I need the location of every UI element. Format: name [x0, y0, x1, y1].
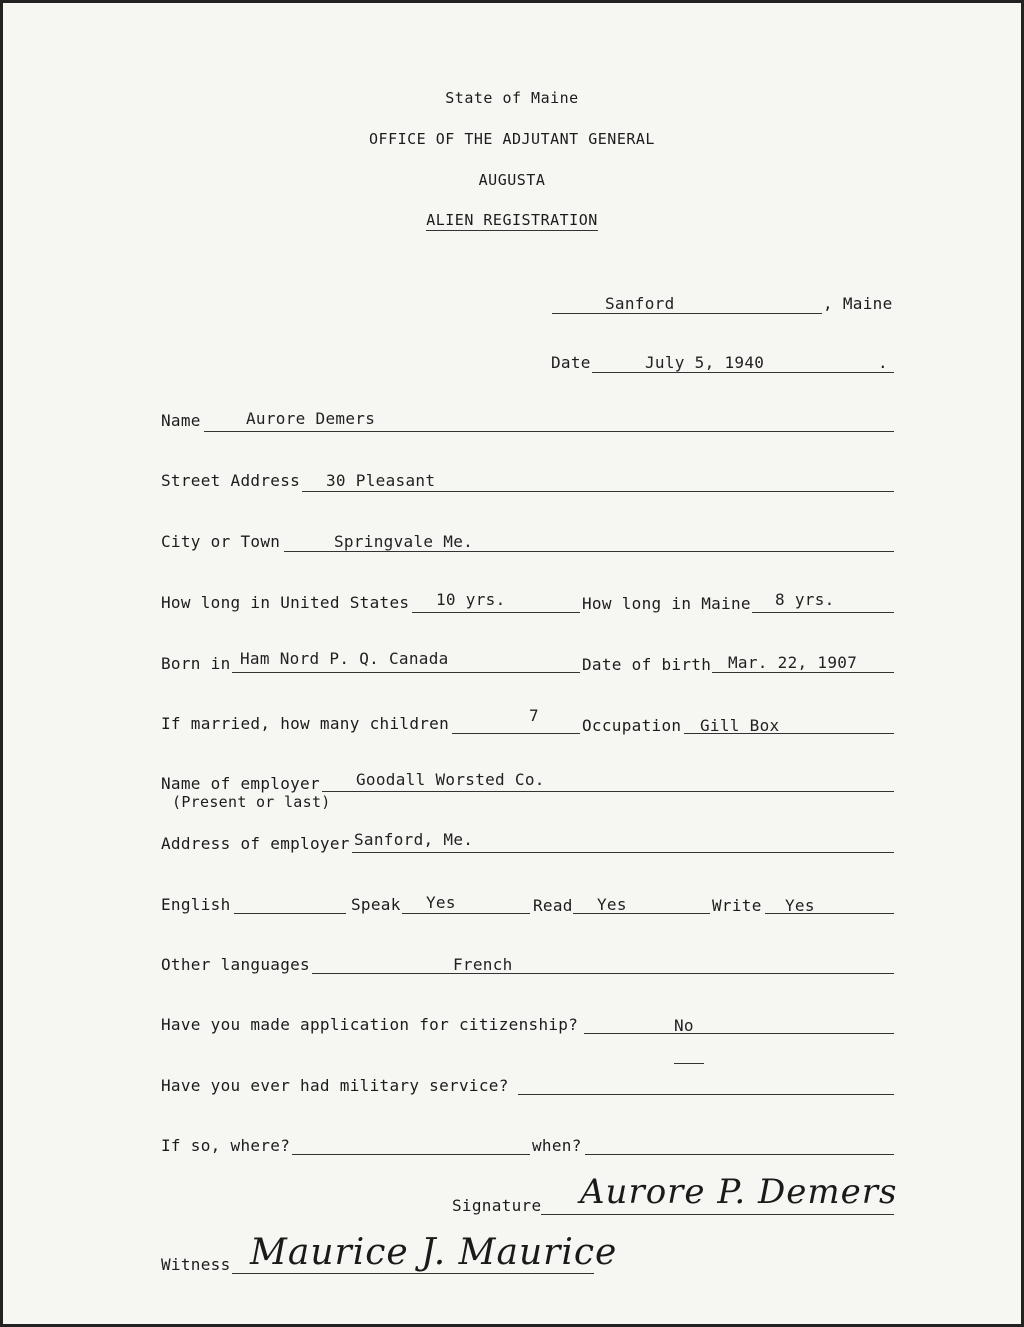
us-time-label: How long in United States: [161, 593, 410, 612]
employer-label: Name of employer: [161, 774, 320, 793]
witness-handwriting: Maurice J. Maurice: [250, 1232, 618, 1273]
dob-label: Date of birth: [582, 655, 712, 674]
read-line: [573, 913, 710, 914]
other-languages-value: French: [453, 955, 513, 974]
dob-value: Mar. 22, 1907: [728, 653, 858, 672]
name-value: Aurore Demers: [246, 409, 376, 428]
born-line: [232, 672, 580, 673]
dob-line: [712, 672, 894, 673]
where-line: [292, 1154, 530, 1155]
english-line: [234, 913, 346, 914]
employer-value: Goodall Worsted Co.: [356, 770, 545, 789]
occupation-value: Gill Box: [700, 716, 780, 735]
date-line: [592, 372, 894, 373]
employer-line: [322, 791, 894, 792]
children-label: If married, how many children: [161, 714, 450, 733]
street-label: Street Address: [161, 471, 301, 490]
children-line: [452, 733, 580, 734]
write-label: Write: [712, 896, 762, 915]
witness-label: Witness: [161, 1255, 231, 1274]
born-value: Ham Nord P. Q. Canada: [240, 649, 449, 668]
speak-line: [402, 913, 530, 914]
english-label: English: [161, 895, 231, 914]
date-period: .: [878, 353, 888, 372]
date-value: July 5, 1940: [645, 353, 765, 372]
citizenship-value: No: [674, 1016, 694, 1035]
occupation-label: Occupation: [582, 716, 682, 735]
city-value: Springvale Me.: [334, 532, 474, 551]
signature-line: [541, 1214, 894, 1215]
military-dash-mark: [674, 1063, 704, 1064]
read-label: Read: [533, 896, 573, 915]
write-value: Yes: [785, 896, 815, 915]
other-languages-label: Other languages: [161, 955, 310, 974]
employer-address-line: [352, 852, 894, 853]
children-value: 7: [529, 706, 539, 725]
speak-label: Speak: [351, 895, 401, 914]
us-time-line: [412, 612, 580, 613]
citizenship-line: [584, 1033, 894, 1034]
city-label: City or Town: [161, 532, 281, 551]
state-heading: State of Maine: [445, 89, 579, 107]
me-time-line: [752, 612, 894, 613]
city-heading: AUGUSTA: [478, 171, 546, 189]
employer-sublabel: (Present or last): [172, 793, 331, 811]
where-label: If so, where?: [161, 1136, 291, 1155]
town-line: [552, 313, 822, 314]
military-label: Have you ever had military service?: [161, 1076, 509, 1095]
signature-handwriting: Aurore P. Demers: [580, 1172, 898, 1212]
speak-value: Yes: [426, 893, 456, 912]
signature-label: Signature: [452, 1196, 542, 1215]
read-value: Yes: [597, 895, 627, 914]
employer-address-label: Address of employer: [161, 834, 350, 853]
form-title: ALIEN REGISTRATION: [426, 211, 598, 229]
name-label: Name: [161, 411, 201, 430]
city-line: [284, 551, 894, 552]
street-value: 30 Pleasant: [326, 471, 436, 490]
citizenship-label: Have you made application for citizenship?: [161, 1015, 579, 1034]
other-languages-line: [312, 973, 894, 974]
born-label: Born in: [161, 654, 231, 673]
me-time-label: How long in Maine: [582, 594, 751, 613]
office-heading: OFFICE OF THE ADJUTANT GENERAL: [369, 130, 655, 148]
date-label: Date: [551, 353, 591, 372]
name-line: [204, 431, 894, 432]
street-line: [302, 491, 894, 492]
state-suffix: , Maine: [823, 294, 893, 313]
us-time-value: 10 yrs.: [436, 590, 506, 609]
when-label: when?: [532, 1136, 582, 1155]
when-line: [585, 1154, 894, 1155]
witness-line: [232, 1273, 594, 1274]
me-time-value: 8 yrs.: [775, 590, 835, 609]
employer-address-value: Sanford, Me.: [354, 830, 474, 849]
town-value: Sanford: [605, 294, 675, 313]
military-line: [518, 1094, 894, 1095]
